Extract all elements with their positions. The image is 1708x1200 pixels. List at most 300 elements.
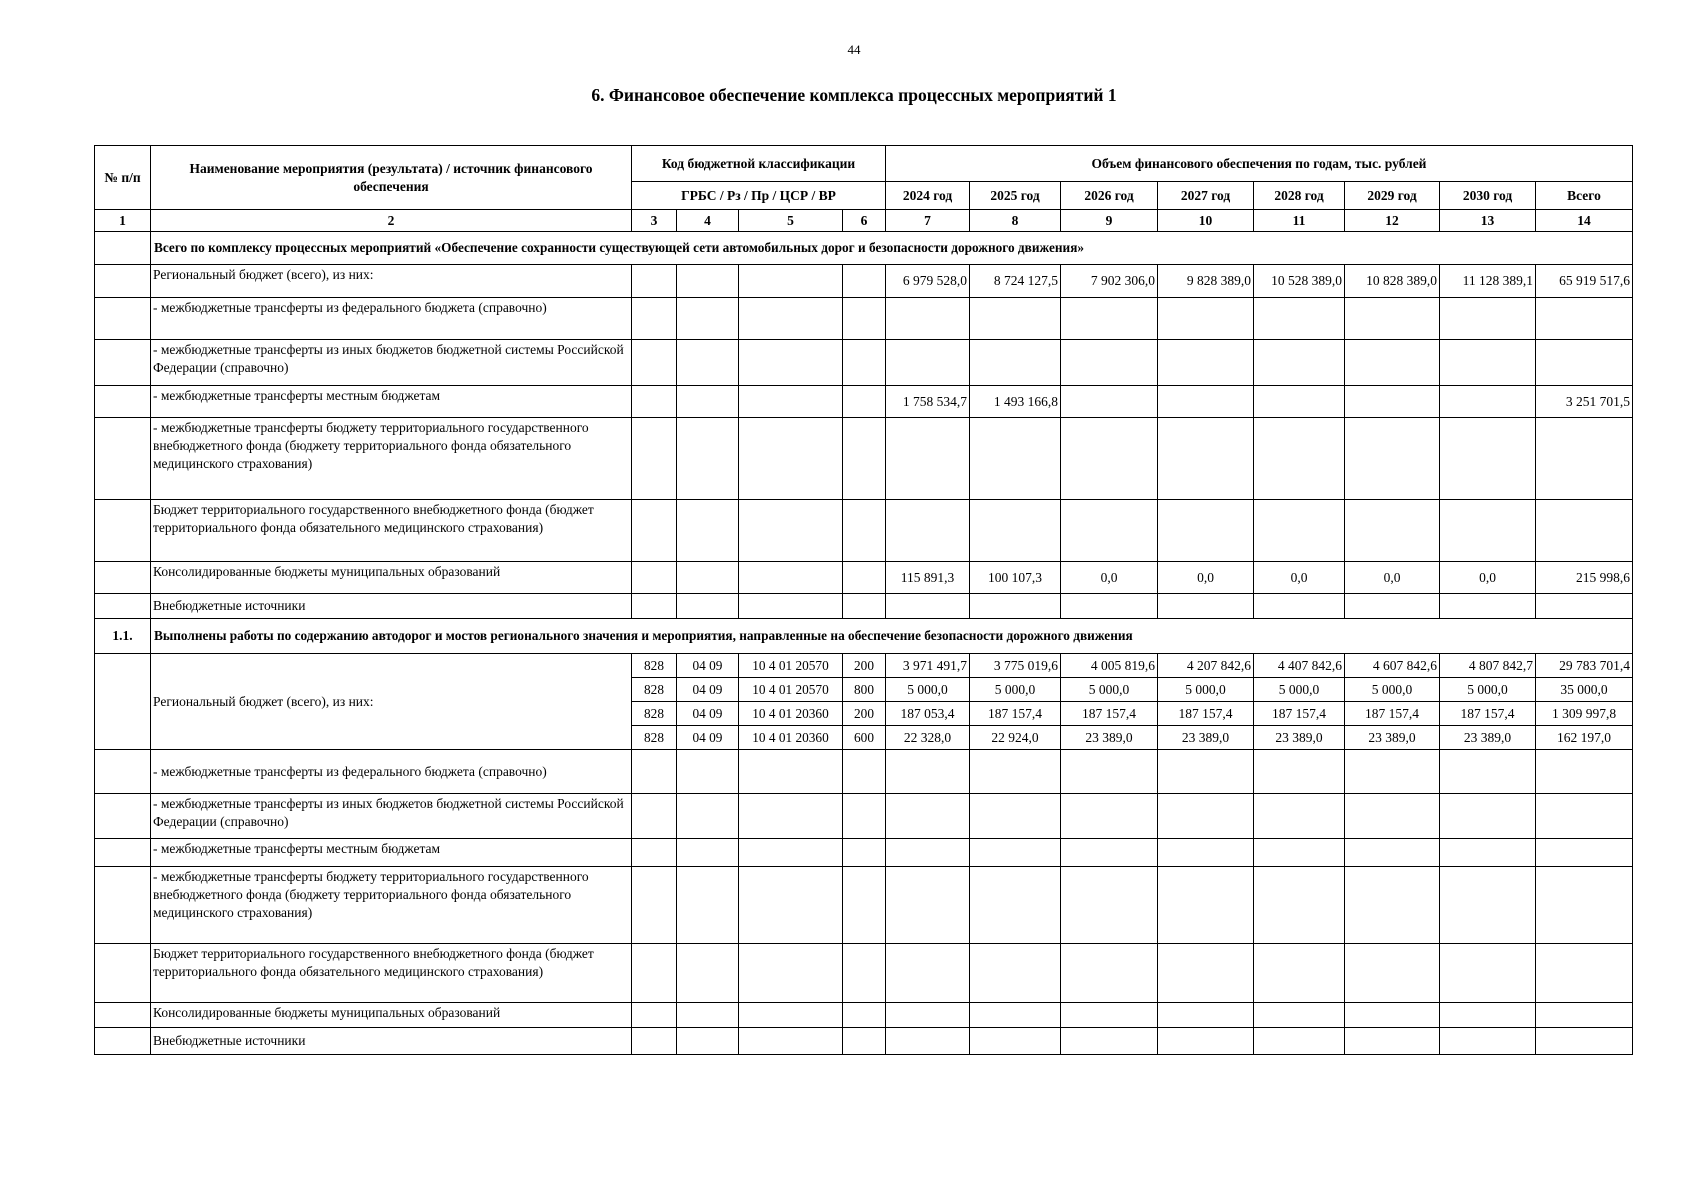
data-row <box>95 839 1633 867</box>
value-cell <box>1440 500 1536 562</box>
value-cell <box>886 298 970 340</box>
row-num-empty <box>95 562 151 594</box>
value-cell-empty <box>970 1028 1061 1055</box>
code-cell-empty <box>739 340 843 386</box>
value-cell <box>1536 298 1633 340</box>
value-cell <box>1345 418 1440 500</box>
data-row <box>95 944 1633 1003</box>
code-cell-empty <box>843 265 886 298</box>
value-cell <box>1536 594 1633 619</box>
column-number: 12 <box>1345 210 1440 232</box>
row-num-empty <box>95 500 151 562</box>
column-number: 13 <box>1440 210 1536 232</box>
rzpr-code: 04 09 <box>677 654 739 678</box>
value-cell: 5 000,0 <box>1158 678 1254 702</box>
grbs-code: 828 <box>632 678 677 702</box>
value-cell: 23 389,0 <box>1254 726 1345 750</box>
value-cell-empty <box>970 1003 1061 1028</box>
value-cell-empty <box>1158 750 1254 794</box>
column-number: 4 <box>677 210 739 232</box>
row-label: - межбюджетные трансферты местным бюджетам <box>151 839 632 867</box>
value-cell-empty <box>677 867 739 944</box>
code-cell-empty <box>677 340 739 386</box>
value-cell: 0,0 <box>1440 562 1536 594</box>
code-cell-empty <box>632 500 677 562</box>
vr-code: 600 <box>843 726 886 750</box>
value-cell-empty <box>739 1003 843 1028</box>
value-cell: 5 000,0 <box>1345 678 1440 702</box>
vr-code: 200 <box>843 654 886 678</box>
value-cell <box>1536 340 1633 386</box>
code-cell-empty <box>677 418 739 500</box>
value-cell: 6 979 528,0 <box>886 265 970 298</box>
value-cell-empty <box>1061 867 1158 944</box>
value-cell <box>1254 298 1345 340</box>
value-cell: 5 000,0 <box>1440 678 1536 702</box>
section-title: Выполнены работы по содержанию автодорог и мостов регионального значения и мероприятия, направленные на обеспечение безопасности дорожного движения <box>151 619 1633 654</box>
column-number: 9 <box>1061 210 1158 232</box>
value-cell-empty <box>1536 794 1633 839</box>
value-cell-empty <box>970 867 1061 944</box>
value-cell-empty <box>739 944 843 1003</box>
data-row <box>95 298 1633 340</box>
row-num-empty <box>95 750 151 794</box>
value-cell-empty <box>843 944 886 1003</box>
value-cell-empty <box>1158 794 1254 839</box>
value-cell-empty <box>886 794 970 839</box>
grbs-code: 828 <box>632 726 677 750</box>
value-cell <box>1440 386 1536 418</box>
row-label: Внебюджетные источники <box>151 1028 632 1055</box>
value-cell-empty <box>1061 839 1158 867</box>
value-cell-empty <box>1440 794 1536 839</box>
value-cell <box>1345 500 1440 562</box>
section-num-empty <box>95 232 151 265</box>
code-cell-empty <box>739 594 843 619</box>
value-cell: 65 919 517,6 <box>1536 265 1633 298</box>
code-cell-empty <box>677 562 739 594</box>
value-cell-empty <box>677 750 739 794</box>
data-row <box>95 562 1633 594</box>
value-cell <box>1254 500 1345 562</box>
code-cell-empty <box>632 418 677 500</box>
value-cell <box>1158 418 1254 500</box>
row-num-empty <box>95 298 151 340</box>
value-cell <box>1158 386 1254 418</box>
rzpr-code: 04 09 <box>677 726 739 750</box>
value-cell: 1 493 166,8 <box>970 386 1061 418</box>
code-cell-empty <box>739 418 843 500</box>
grbs-code: 828 <box>632 654 677 678</box>
value-cell-empty <box>739 839 843 867</box>
code-cell-empty <box>632 340 677 386</box>
value-cell-empty <box>1158 944 1254 1003</box>
value-cell: 3 971 491,7 <box>886 654 970 678</box>
csr-code: 10 4 01 20360 <box>739 702 843 726</box>
value-cell <box>1254 386 1345 418</box>
value-cell: 5 000,0 <box>886 678 970 702</box>
value-cell <box>886 418 970 500</box>
value-cell: 10 528 389,0 <box>1254 265 1345 298</box>
value-cell-empty <box>1061 750 1158 794</box>
value-cell: 4 607 842,6 <box>1345 654 1440 678</box>
section-title-row <box>95 232 1633 265</box>
code-cell-empty <box>843 298 886 340</box>
header-year: 2027 год <box>1158 182 1254 210</box>
value-cell: 23 389,0 <box>1061 726 1158 750</box>
value-cell: 187 157,4 <box>1254 702 1345 726</box>
value-cell <box>1440 340 1536 386</box>
value-cell-empty <box>1061 1028 1158 1055</box>
value-cell-empty <box>1254 1028 1345 1055</box>
value-cell <box>970 418 1061 500</box>
value-cell: 187 053,4 <box>886 702 970 726</box>
rzpr-code: 04 09 <box>677 678 739 702</box>
value-cell <box>886 500 970 562</box>
code-cell-empty <box>739 500 843 562</box>
value-cell <box>1158 500 1254 562</box>
value-cell-empty <box>1254 794 1345 839</box>
value-cell-empty <box>1440 1003 1536 1028</box>
value-cell <box>1061 418 1158 500</box>
value-cell <box>1061 500 1158 562</box>
row-label: - межбюджетные трансферты местным бюджетам <box>151 386 632 418</box>
code-cell-empty <box>632 594 677 619</box>
data-row <box>95 750 1633 794</box>
value-cell <box>1158 340 1254 386</box>
value-cell-empty <box>677 839 739 867</box>
value-cell: 0,0 <box>1061 562 1158 594</box>
value-cell: 4 207 842,6 <box>1158 654 1254 678</box>
value-cell <box>1345 594 1440 619</box>
value-cell <box>1536 500 1633 562</box>
header-year: Всего <box>1536 182 1633 210</box>
value-cell-empty <box>1536 1003 1633 1028</box>
row-label: Консолидированные бюджеты муниципальных образований <box>151 1003 632 1028</box>
value-cell-empty <box>886 1028 970 1055</box>
value-cell: 187 157,4 <box>1440 702 1536 726</box>
value-cell-empty <box>1345 750 1440 794</box>
row-num-empty <box>95 794 151 839</box>
page-number: 44 <box>847 42 861 57</box>
value-cell-empty <box>739 750 843 794</box>
code-cell-empty <box>843 418 886 500</box>
value-cell-empty <box>632 1003 677 1028</box>
value-cell: 0,0 <box>1158 562 1254 594</box>
value-cell: 5 000,0 <box>1254 678 1345 702</box>
value-cell-empty <box>1061 794 1158 839</box>
grbs-code: 828 <box>632 702 677 726</box>
value-cell-empty <box>843 867 886 944</box>
column-number: 11 <box>1254 210 1345 232</box>
code-cell-empty <box>843 562 886 594</box>
value-cell: 100 107,3 <box>970 562 1061 594</box>
value-cell: 162 197,0 <box>1536 726 1633 750</box>
value-cell-empty <box>1061 1003 1158 1028</box>
value-cell-empty <box>1345 867 1440 944</box>
code-cell-empty <box>843 386 886 418</box>
data-row <box>95 340 1633 386</box>
value-cell-empty <box>1440 867 1536 944</box>
column-number: 8 <box>970 210 1061 232</box>
value-cell <box>1440 298 1536 340</box>
vr-code: 200 <box>843 702 886 726</box>
value-cell: 0,0 <box>1254 562 1345 594</box>
value-cell: 215 998,6 <box>1536 562 1633 594</box>
value-cell-empty <box>1440 944 1536 1003</box>
value-cell: 29 783 701,4 <box>1536 654 1633 678</box>
value-cell-empty <box>677 1028 739 1055</box>
value-cell: 11 128 389,1 <box>1440 265 1536 298</box>
value-cell-empty <box>970 794 1061 839</box>
row-label: Региональный бюджет (всего), из них: <box>151 654 632 750</box>
value-cell: 3 775 019,6 <box>970 654 1061 678</box>
header-year: 2024 год <box>886 182 970 210</box>
value-cell <box>1254 340 1345 386</box>
value-cell-empty <box>1345 794 1440 839</box>
code-cell-empty <box>677 298 739 340</box>
value-cell-empty <box>1254 1003 1345 1028</box>
value-cell-empty <box>1254 867 1345 944</box>
value-cell-empty <box>1345 944 1440 1003</box>
row-num-empty <box>95 340 151 386</box>
code-cell-empty <box>739 265 843 298</box>
value-cell-empty <box>632 750 677 794</box>
code-cell-empty <box>843 340 886 386</box>
value-cell <box>1254 418 1345 500</box>
code-cell-empty <box>677 500 739 562</box>
code-cell-empty <box>632 265 677 298</box>
data-row <box>95 265 1633 298</box>
value-cell-empty <box>886 944 970 1003</box>
row-num-empty <box>95 1028 151 1055</box>
value-cell-empty <box>886 839 970 867</box>
code-cell-empty <box>677 594 739 619</box>
value-cell-empty <box>886 1003 970 1028</box>
value-cell-empty <box>1536 750 1633 794</box>
value-cell: 4 407 842,6 <box>1254 654 1345 678</box>
value-cell-empty <box>1345 1028 1440 1055</box>
value-cell-empty <box>1254 944 1345 1003</box>
header-code-group: Код бюджетной классификации <box>632 146 886 182</box>
header-year: 2026 год <box>1061 182 1158 210</box>
row-label: - межбюджетные трансферты бюджету территориального государственного внебюджетного фонда (бюджету территориального фонда обязательного медицинского страхования) <box>151 418 632 500</box>
value-cell-empty <box>1440 750 1536 794</box>
value-cell <box>1061 340 1158 386</box>
value-cell: 5 000,0 <box>1061 678 1158 702</box>
value-cell-empty <box>843 1028 886 1055</box>
value-cell: 1 309 997,8 <box>1536 702 1633 726</box>
value-cell: 4 807 842,7 <box>1440 654 1536 678</box>
data-row <box>95 867 1633 944</box>
value-cell: 187 157,4 <box>1061 702 1158 726</box>
header-name: Наименование мероприятия (результата) / источник финансового обеспечения <box>151 146 632 210</box>
value-cell: 1 758 534,7 <box>886 386 970 418</box>
value-cell <box>1440 594 1536 619</box>
financing-table <box>94 145 1633 1055</box>
value-cell-empty <box>970 944 1061 1003</box>
column-numbers-row <box>95 210 1633 232</box>
value-cell-empty <box>1158 839 1254 867</box>
value-cell <box>886 340 970 386</box>
value-cell: 22 924,0 <box>970 726 1061 750</box>
value-cell-empty <box>677 794 739 839</box>
column-number: 7 <box>886 210 970 232</box>
value-cell <box>1440 418 1536 500</box>
value-cell-empty <box>970 750 1061 794</box>
code-cell-empty <box>739 386 843 418</box>
vr-code: 800 <box>843 678 886 702</box>
section-title-row <box>95 619 1633 654</box>
code-cell-empty <box>843 594 886 619</box>
value-cell-empty <box>677 944 739 1003</box>
code-cell-empty <box>739 562 843 594</box>
value-cell <box>1254 594 1345 619</box>
value-cell: 23 389,0 <box>1440 726 1536 750</box>
value-cell: 4 005 819,6 <box>1061 654 1158 678</box>
code-cell-empty <box>739 298 843 340</box>
value-cell: 187 157,4 <box>970 702 1061 726</box>
value-cell <box>1158 594 1254 619</box>
row-num-empty <box>95 654 151 750</box>
value-cell-empty <box>1440 839 1536 867</box>
value-cell-empty <box>1254 750 1345 794</box>
value-cell <box>970 594 1061 619</box>
value-cell: 23 389,0 <box>1158 726 1254 750</box>
row-num-empty <box>95 944 151 1003</box>
document-title: 6. Финансовое обеспечение комплекса процессных мероприятий 1 <box>591 85 1117 105</box>
row-num-empty <box>95 418 151 500</box>
data-row <box>95 418 1633 500</box>
value-cell-empty <box>632 794 677 839</box>
value-cell-empty <box>1536 944 1633 1003</box>
value-cell-empty <box>632 839 677 867</box>
csr-code: 10 4 01 20360 <box>739 726 843 750</box>
column-number: 3 <box>632 210 677 232</box>
header-row <box>95 146 1633 182</box>
value-cell: 9 828 389,0 <box>1158 265 1254 298</box>
data-row <box>95 1028 1633 1055</box>
section-number: 1.1. <box>95 619 151 654</box>
value-cell: 7 902 306,0 <box>1061 265 1158 298</box>
row-num-empty <box>95 265 151 298</box>
value-cell-empty <box>739 867 843 944</box>
code-cell-empty <box>677 265 739 298</box>
value-cell: 187 157,4 <box>1158 702 1254 726</box>
value-cell <box>886 594 970 619</box>
value-cell-empty <box>1158 1003 1254 1028</box>
value-cell-empty <box>1345 1003 1440 1028</box>
value-cell-empty <box>843 794 886 839</box>
value-cell-empty <box>1536 839 1633 867</box>
code-cell-empty <box>632 386 677 418</box>
data-row <box>95 594 1633 619</box>
row-label: Бюджет территориального государственного внебюджетного фонда (бюджет территориального фонда обязательного медицинского страхования) <box>151 944 632 1003</box>
row-label: Внебюджетные источники <box>151 594 632 619</box>
header-year: 2029 год <box>1345 182 1440 210</box>
row-num-empty <box>95 839 151 867</box>
value-cell-empty <box>886 750 970 794</box>
value-cell-empty <box>739 794 843 839</box>
value-cell <box>1061 594 1158 619</box>
value-cell-empty <box>1061 944 1158 1003</box>
value-cell: 22 328,0 <box>886 726 970 750</box>
value-cell: 8 724 127,5 <box>970 265 1061 298</box>
value-cell-empty <box>1440 1028 1536 1055</box>
value-cell-empty <box>1254 839 1345 867</box>
value-cell <box>1345 298 1440 340</box>
value-cell <box>1345 340 1440 386</box>
csr-code: 10 4 01 20570 <box>739 654 843 678</box>
header-year: 2030 год <box>1440 182 1536 210</box>
regional-code-row <box>95 654 1633 678</box>
value-cell: 115 891,3 <box>886 562 970 594</box>
row-label: - межбюджетные трансферты бюджету территориального государственного внебюджетного фонда (бюджету территориального фонда обязательного медицинского страхования) <box>151 867 632 944</box>
value-cell-empty <box>632 944 677 1003</box>
row-num-empty <box>95 386 151 418</box>
column-number: 2 <box>151 210 632 232</box>
value-cell: 187 157,4 <box>1345 702 1440 726</box>
data-row <box>95 1003 1633 1028</box>
value-cell-empty <box>632 1028 677 1055</box>
header-num: № п/п <box>95 146 151 210</box>
value-cell <box>1345 386 1440 418</box>
value-cell-empty <box>677 1003 739 1028</box>
data-row <box>95 500 1633 562</box>
row-num-empty <box>95 867 151 944</box>
value-cell-empty <box>843 1003 886 1028</box>
code-cell-empty <box>632 562 677 594</box>
row-num-empty <box>95 1003 151 1028</box>
value-cell-empty <box>843 839 886 867</box>
header-year: 2025 год <box>970 182 1061 210</box>
row-label: - межбюджетные трансферты из федерального бюджета (справочно) <box>151 750 632 794</box>
value-cell <box>1536 418 1633 500</box>
rzpr-code: 04 09 <box>677 702 739 726</box>
value-cell: 35 000,0 <box>1536 678 1633 702</box>
value-cell: 10 828 389,0 <box>1345 265 1440 298</box>
value-cell: 23 389,0 <box>1345 726 1440 750</box>
column-number: 5 <box>739 210 843 232</box>
value-cell <box>1061 298 1158 340</box>
value-cell <box>1061 386 1158 418</box>
value-cell-empty <box>843 750 886 794</box>
value-cell <box>970 298 1061 340</box>
value-cell: 3 251 701,5 <box>1536 386 1633 418</box>
value-cell-empty <box>1158 1028 1254 1055</box>
data-row <box>95 794 1633 839</box>
value-cell <box>970 500 1061 562</box>
value-cell-empty <box>1536 867 1633 944</box>
value-cell <box>970 340 1061 386</box>
value-cell-empty <box>739 1028 843 1055</box>
row-label: - межбюджетные трансферты из иных бюджетов бюджетной системы Российской Федерации (справочно) <box>151 340 632 386</box>
data-row <box>95 386 1633 418</box>
value-cell <box>1158 298 1254 340</box>
section-title: Всего по комплексу процессных мероприятий «Обеспечение сохранности существующей сети автомобильных дорог и безопасности дорожного движения» <box>151 232 1633 265</box>
column-number: 6 <box>843 210 886 232</box>
column-number: 1 <box>95 210 151 232</box>
value-cell-empty <box>1536 1028 1633 1055</box>
csr-code: 10 4 01 20570 <box>739 678 843 702</box>
value-cell: 0,0 <box>1345 562 1440 594</box>
header-volume-group: Объем финансового обеспечения по годам, тыс. рублей <box>886 146 1633 182</box>
row-label: Региональный бюджет (всего), из них: <box>151 265 632 298</box>
value-cell-empty <box>1345 839 1440 867</box>
row-label: Консолидированные бюджеты муниципальных образований <box>151 562 632 594</box>
row-label: - межбюджетные трансферты из иных бюджетов бюджетной системы Российской Федерации (справочно) <box>151 794 632 839</box>
row-num-empty <box>95 594 151 619</box>
